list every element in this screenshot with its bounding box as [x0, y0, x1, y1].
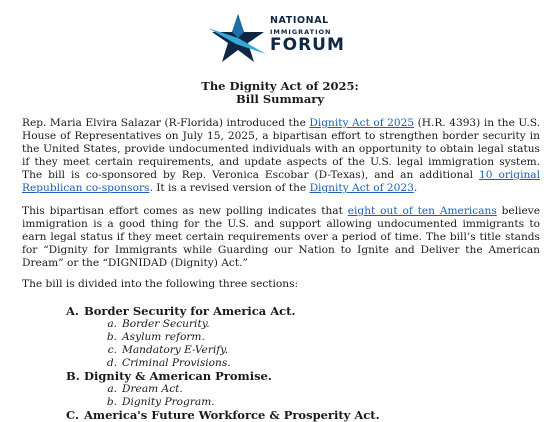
- logo-wordmark: [270, 16, 345, 54]
- item-text: Dignity Program.: [122, 396, 215, 408]
- national-immigration-forum-logo: [208, 14, 368, 66]
- cosponsors-link[interactable]: 10 original Republican co-sponsors: [22, 169, 541, 194]
- item-text: Asylum reform.: [122, 331, 205, 343]
- p1-text-d: .: [413, 182, 418, 194]
- section-b-title: Dignity & American Promise.: [84, 369, 272, 383]
- section-c-letter: C.: [66, 408, 79, 422]
- polling-paragraph: [22, 205, 540, 270]
- intro-paragraph: [22, 117, 540, 195]
- item-letter: a.: [107, 318, 117, 330]
- item-letter: c.: [107, 344, 117, 356]
- item-text: Dream Act.: [122, 383, 183, 395]
- document-subtitle: Bill Summary: [235, 92, 325, 106]
- sections-intro: The bill is divided into the following three sections:: [22, 278, 299, 290]
- item-letter: b.: [106, 396, 117, 408]
- section-a-title: Border Security for America Act.: [84, 304, 296, 318]
- p2-text-b: believe immigration is a good thing for the U.S. and support allowing undocumented immigrants to earn legal status if they meet certain requirements over a period of time. The bill’s title stands for “Dignity for Immigrants while Guarding our Nation to Ignite and Deliver the American Dream” or the “DIGNIDAD (Dignity) Act.”: [22, 205, 541, 269]
- item-letter: b.: [106, 331, 117, 343]
- p1-text-c: . It is a revised version of the: [149, 182, 310, 194]
- logo-line-immigration: IMMIGRATION: [270, 27, 332, 36]
- dignity-act-2023-link[interactable]: Dignity Act of 2023: [309, 182, 414, 194]
- document-title: The Dignity Act of 2025:: [201, 79, 359, 93]
- item-letter: a.: [107, 383, 117, 395]
- logo-line-national: NATIONAL: [270, 15, 329, 26]
- item-letter: d.: [106, 357, 117, 369]
- logo-line-forum: FORUM: [270, 35, 345, 55]
- star-icon: [208, 14, 266, 66]
- item-text: Criminal Provisions.: [122, 357, 231, 369]
- section-c-title: America's Future Workforce & Prosperity Act.: [84, 408, 380, 422]
- p1-text-a: Rep. Maria Elvira Salazar (R-Florida) introduced the: [22, 117, 310, 129]
- item-text: Border Security.: [122, 318, 210, 330]
- p2-text-a: This bipartisan effort comes as new polling indicates that: [22, 205, 348, 217]
- polling-link[interactable]: eight out of ten Americans: [347, 205, 497, 217]
- section-a-letter: A.: [66, 304, 79, 318]
- p1-text-b: (H.R. 4393) in the U.S. House of Representatives on July 15, 2025, a bipartisan effort to strengthen border security in the United States, provide undocumented individuals with an opportunity to obtain legal status if they meet certain requirements, and update aspects of the U.S. legal immigration system. The bill is co-sponsored by Rep. Veronica Escobar (D-Texas), and an additional: [22, 117, 540, 181]
- dignity-act-2025-link[interactable]: Dignity Act of 2025: [309, 117, 415, 129]
- section-b-letter: B.: [66, 369, 80, 383]
- item-text: Mandatory E-Verify.: [122, 344, 229, 356]
